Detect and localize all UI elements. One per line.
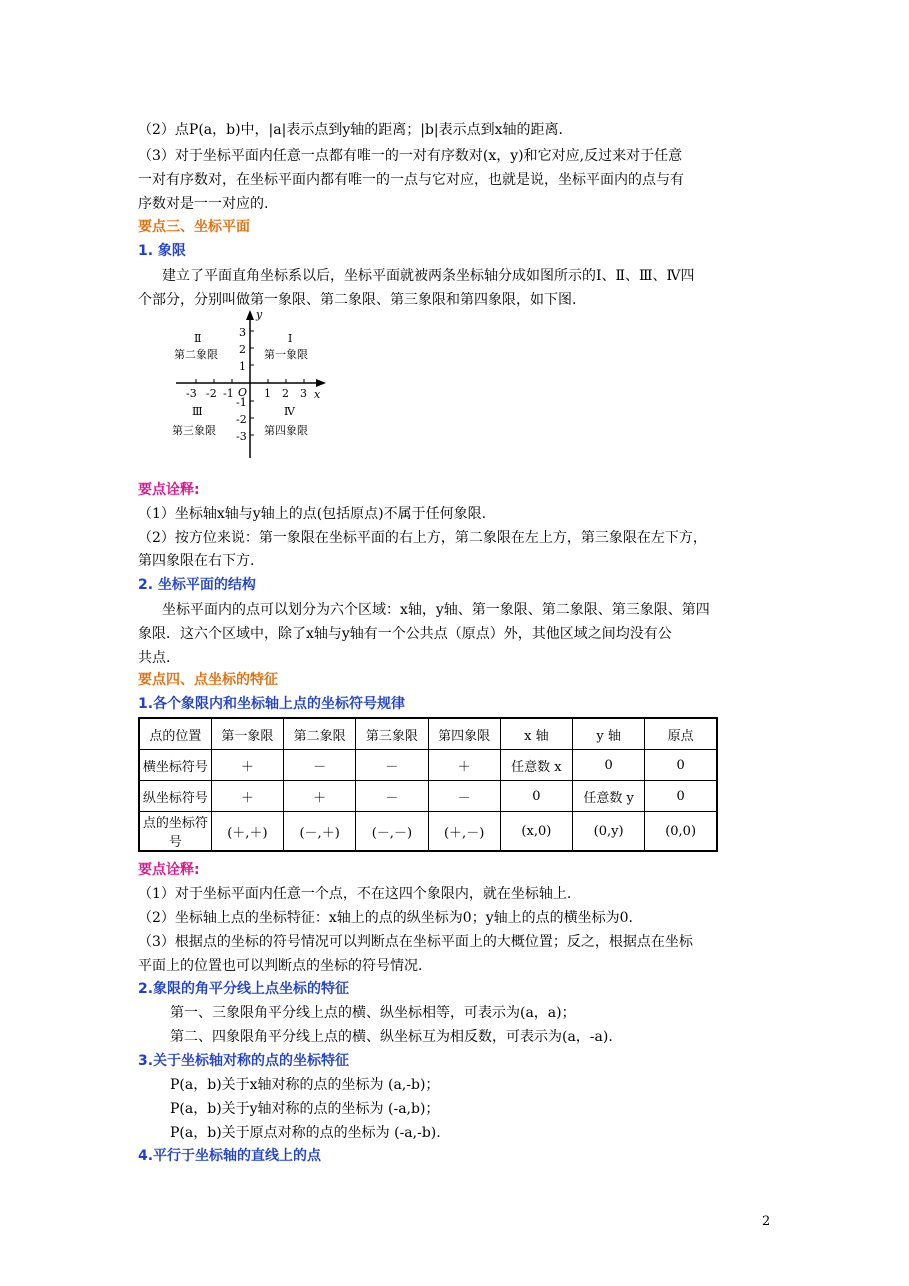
y-axis-arrow xyxy=(246,310,254,320)
table-cell: (0,y) xyxy=(573,812,645,852)
note-heading: 要点诠释: xyxy=(138,482,200,498)
table-header-cell: 原点 xyxy=(645,718,717,750)
paragraph-line: 象限．这六个区域中，除了x轴与y轴有一个公共点（原点）外，其他区域之间均没有公 xyxy=(138,626,672,642)
paragraph-line: 第二、四象限角平分线上点的横、纵坐标互为相反数，可表示为(a，-a). xyxy=(170,1029,613,1045)
table-cell: － xyxy=(428,781,500,812)
paragraph-line: 平面上的位置也可以判断点的坐标的符号情况. xyxy=(138,958,423,974)
table-header-cell: x 轴 xyxy=(500,718,572,750)
y-tick-label: -1 xyxy=(236,396,247,409)
subsection-heading: 2.象限的角平分线上点坐标的特征 xyxy=(138,981,350,997)
table-cell: － xyxy=(356,750,428,781)
x-tick-label: -1 xyxy=(223,387,234,400)
paragraph-line: 第一、三象限角平分线上点的横、纵坐标相等，可表示为(a，a)； xyxy=(170,1005,576,1021)
y-tick-label: -2 xyxy=(236,413,247,426)
table-header-cell: 第四象限 xyxy=(428,718,500,750)
table-cell: 0 xyxy=(573,750,645,781)
quadrant-2-numeral: Ⅱ xyxy=(194,332,202,345)
subsection-heading: 2. 坐标平面的结构 xyxy=(138,577,256,593)
table-row xyxy=(139,750,717,781)
note-heading: 要点诠释: xyxy=(138,862,200,878)
quadrant-3-numeral: Ⅲ xyxy=(192,405,203,418)
paragraph-line: 一对有序数对，在坐标平面内都有唯一的一点与它对应，也就是说，坐标平面内的点与有 xyxy=(138,172,684,188)
table-cell: ＋ xyxy=(211,750,283,781)
y-tick-label: 2 xyxy=(239,343,246,356)
section-heading: 要点四、点坐标的特征 xyxy=(138,672,278,688)
table-cell: 任意数 y xyxy=(573,781,645,812)
quadrant-2-name: 第二象限 xyxy=(174,348,218,361)
table-row xyxy=(139,781,717,812)
paragraph-line: P(a，b)关于y轴对称的点的坐标为 (-a,b)； xyxy=(170,1101,440,1117)
x-tick-label: 3 xyxy=(300,387,307,400)
table-cell: (－,＋) xyxy=(284,812,356,852)
table-cell: ＋ xyxy=(284,781,356,812)
subsection-heading: 4.平行于坐标轴的直线上的点 xyxy=(138,1148,322,1164)
table-cell: (＋,＋) xyxy=(211,812,283,852)
paragraph-line: （1）对于坐标平面内任意一个点，不在这四个象限内，就在坐标轴上. xyxy=(138,886,572,902)
table-cell: 任意数 x xyxy=(500,750,572,781)
section-heading: 要点三、坐标平面 xyxy=(138,219,250,235)
paragraph-line: 序数对是一一对应的. xyxy=(138,196,269,212)
origin-label: O xyxy=(238,386,248,399)
paragraph-line: 建立了平面直角坐标系以后，坐标平面就被两条坐标轴分成如图所示的Ⅰ、Ⅱ、Ⅲ、Ⅳ四 xyxy=(162,268,695,284)
subsection-heading: 3.关于坐标轴对称的点的坐标特征 xyxy=(138,1053,350,1069)
subsection-heading: 1. 象限 xyxy=(138,243,186,259)
table-cell: (0,0) xyxy=(645,812,717,852)
table-header-cell: 第一象限 xyxy=(211,718,283,750)
y-tick-label: 3 xyxy=(239,326,246,339)
table-header-row xyxy=(139,718,717,750)
table-row xyxy=(139,812,717,852)
quadrant-diagram xyxy=(166,308,326,458)
x-tick-label: -2 xyxy=(206,387,217,400)
paragraph-line: 个部分，分别叫做第一象限、第二象限、第三象限和第四象限，如下图. xyxy=(138,292,577,308)
table-cell: 点的坐标符号 xyxy=(139,812,211,852)
table-header-cell: 第三象限 xyxy=(356,718,428,750)
table-cell: (x,0) xyxy=(500,812,572,852)
table-cell: 0 xyxy=(645,781,717,812)
quadrant-4-name: 第四象限 xyxy=(264,424,308,437)
x-tick-label: 2 xyxy=(282,387,289,400)
table-cell: 0 xyxy=(500,781,572,812)
paragraph-line: 第四象限在右下方. xyxy=(138,553,255,569)
paragraph-line: （2）点P(a，b)中，|a|表示点到y轴的距离；|b|表示点到x轴的距离. xyxy=(138,122,563,138)
page-number: 2 xyxy=(762,1214,771,1229)
y-tick-label: -3 xyxy=(236,430,247,443)
table-cell: ＋ xyxy=(211,781,283,812)
table-cell: (＋,－) xyxy=(428,812,500,852)
x-axis-label: x xyxy=(314,388,321,401)
paragraph-line: （2）坐标轴上点的坐标特征：x轴上的点的纵坐标为0；y轴上的点的横坐标为0. xyxy=(138,910,633,926)
table-cell: (－,－) xyxy=(356,812,428,852)
quadrant-1-name: 第一象限 xyxy=(264,348,308,361)
table-cell: 0 xyxy=(645,750,717,781)
subsection-heading: 1.各个象限内和坐标轴上点的坐标符号规律 xyxy=(138,696,406,712)
paragraph-line: P(a，b)关于x轴对称的点的坐标为 (a,-b)； xyxy=(170,1077,440,1093)
table-cell: ＋ xyxy=(428,750,500,781)
table-header-cell: 点的位置 xyxy=(139,718,211,750)
y-tick-label: 1 xyxy=(239,360,246,373)
paragraph-line: （2）按方位来说：第一象限在坐标平面的右上方，第二象限在左上方，第三象限在左下方， xyxy=(138,530,707,546)
quadrant-1-numeral: Ⅰ xyxy=(288,332,293,345)
coordinate-sign-table xyxy=(138,717,718,852)
x-tick-label: 1 xyxy=(264,387,271,400)
y-axis-label: y xyxy=(256,308,263,321)
quadrant-4-numeral: Ⅳ xyxy=(284,405,295,418)
x-tick-label: -3 xyxy=(186,387,197,400)
table-cell: 横坐标符号 xyxy=(139,750,211,781)
table-cell: － xyxy=(284,750,356,781)
table-cell: － xyxy=(356,781,428,812)
quadrant-3-name: 第三象限 xyxy=(172,424,216,437)
paragraph-line: P(a，b)关于原点对称的点的坐标为 (-a,-b). xyxy=(170,1125,441,1141)
paragraph-line: （3）对于坐标平面内任意一点都有唯一的一对有序数对(x，y)和它对应,反过来对于任意 xyxy=(138,148,683,164)
x-axis-arrow xyxy=(316,379,326,387)
paragraph-line: 坐标平面内的点可以划分为六个区域：x轴，y轴、第一象限、第二象限、第三象限、第四 xyxy=(162,602,710,618)
table-cell: 纵坐标符号 xyxy=(139,781,211,812)
paragraph-line: （3）根据点的坐标的符号情况可以判断点在坐标平面上的大概位置；反之，根据点在坐标 xyxy=(138,934,693,950)
table-header-cell: 第二象限 xyxy=(284,718,356,750)
paragraph-line: 共点. xyxy=(138,650,171,666)
paragraph-line: （1）坐标轴x轴与y轴上的点(包括原点)不属于任何象限. xyxy=(138,506,487,522)
table-header-cell: y 轴 xyxy=(573,718,645,750)
